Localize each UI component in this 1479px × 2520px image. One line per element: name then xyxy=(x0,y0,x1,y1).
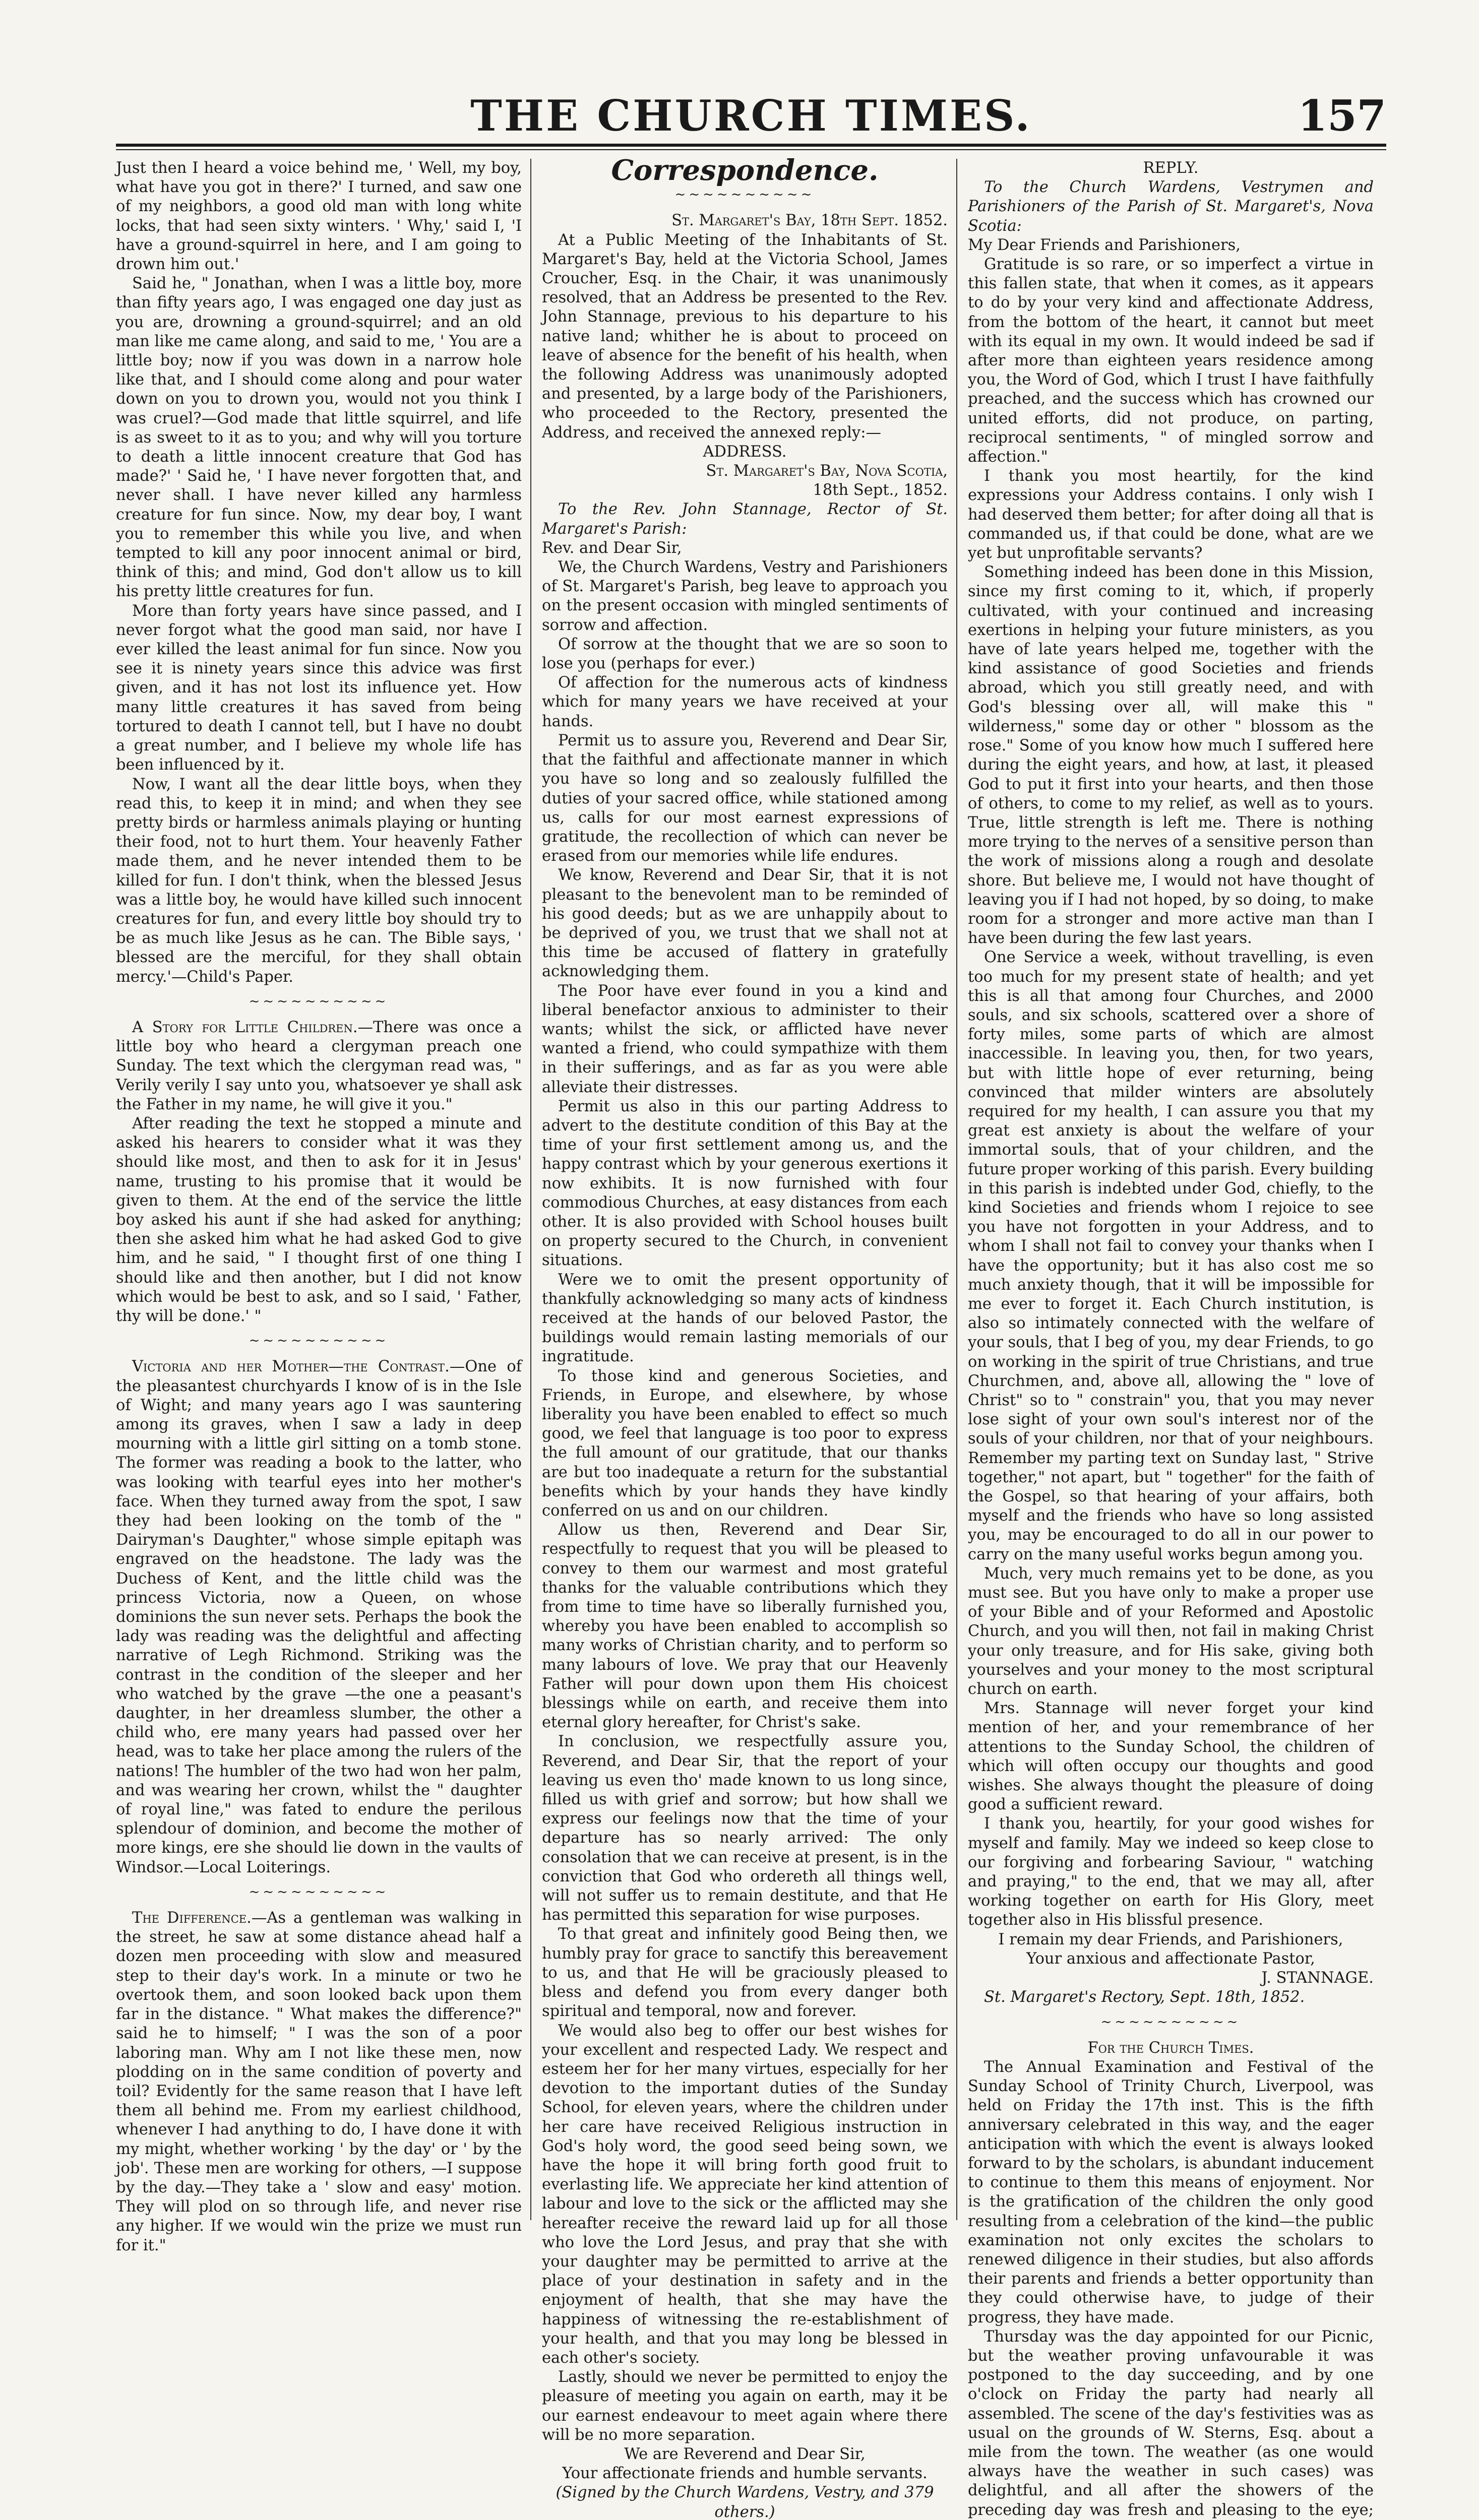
paragraph: Permit us also in this our parting Address to advert to the destitute condition of this Bay at the time of your first settlement among us, and the happy contrast which by your generous exertions it now exhibits. It is now furnished with four commodious Churches, at easy distances from each other. It is also provided with School houses built on property secured to the Church, in convenient situations. xyxy=(542,1097,948,1270)
masthead-rule xyxy=(116,144,1386,147)
separator: ~~~~~~~~~~ xyxy=(1100,2014,1241,2030)
paragraph: Permit us to assure you, Reverend and Dear Sir, that the faithful and affectionate manner in which you have so long and so zealously fulfilled the duties of your sacred office, while stationed among us, calls for our most earnest expressions of gratitude, the recollection of which can never be erased from our memories while life endures. xyxy=(542,731,948,865)
paragraph: One Service a week, without travelling, is even too much for my present state of health; and yet this is all that among four Churches, and 2000 souls, and six schools, scattered over a shore of forty miles, some parts of which are almost inaccessible. In leaving you, then, for two years, but with little hope of ever returning, being convinced that milder winters are absolutely required for my health, I can assure you that my great est anxiety is about the welfare of your immortal souls, that of your children, and the future proper working of this parish. Every building in this parish is indebted under God, chiefly, to the kind Societies and friends whom I rejoice to see you have not forgotten in your Address, and to whom I shall not fail to convey your thanks when I have the opportunity; but it has also cost me so much anxiety though, that it will be impossible for me ever to forget it. Each Church institution, is also so intimately connected with the welfare of your souls, that I beg of you, my dear Friends, to go on working in the spirit of true Christians, and true Churchmen, and, above all, allowing the " love of Christ" so to " constrain" you, that you may never lose sight of your own soul's interest nor of the souls of your children, nor that of your neighbours. Remember my parting text on Sunday last, " Strive together," not apart, but " together" for the faith of the Gospel, so that hearing of your affairs, both myself and the friends who have so long assisted you, may be encouraged to do all in our power to carry on the many useful works begun among you. xyxy=(968,949,1374,1563)
paragraph: The Annual Examination and Festival of the Sunday School of Trinity Church, Liverpool, was held on Friday the 17th inst. This is the fifth anniversary celebrated in this way, and the eager anticipation with which the event is always looked forward to by the scholars, is abundant inducement to continue to them this means of enjoyment. Nor is the gratification of the children the only good resulting from a celebration of the kind—the public examination not only excites the scholars to renewed diligence in their studies, but also affords their parents and friends a better opportunity than they could otherwise have, to judge of their progress, they have made. xyxy=(968,2058,1374,2326)
paragraph: To that great and infinitely good Being then, we humbly pray for grace to sanctify this bereavement to us, and that He will be graciously pleased to bless and defend you from every danger both spiritual and temporal, now and forever. xyxy=(542,1925,948,2021)
paragraph: The Poor have ever found in you a kind and liberal benefactor anxious to administer to their wants; whilst the sick, or afflicted have never wanted a friend, who could sympathize with them in their sufferings, and as far as you were able alleviate their distresses. xyxy=(542,982,948,1096)
separator: ~~~~~~~~~~ xyxy=(249,993,389,1009)
article-heading: The Difference. xyxy=(132,1909,252,1927)
column-divider xyxy=(956,159,957,2220)
paragraph: Something indeed has been done in this Mission, since my first coming to it, which, if properly cultivated, with your continued and increasing exertions in helping your future ministers, as you have of late years helped me, together with the kind assistance of good Societies and friends abroad, which you still greatly need, and with God's blessing over all, will make this " wilderness," some day or other " blossom as the rose." Some of you know how much I suffered here during the eight years, and how, at last, it pleased God to put it first into your hearts, and then those of others, to come to my relief, as well as to yours. True, little strength is left me. There is nothing more trying to the nerves of a sensitive person than the work of missions along a rough and desolate shore. But believe me, I would not have thought of leaving you if I had not hoped, by so doing, to make room for a stronger and more active man than I have been during the few last years. xyxy=(968,563,1374,948)
section-heading: Correspondence. xyxy=(611,154,879,187)
paragraph: Lastly, should we never be permitted to enjoy the pleasure of meeting you again on earth, may it be our earnest endeavour to meet again where there will be no more separation. xyxy=(542,2368,948,2444)
separator: ~~~~~~~~~~ xyxy=(674,187,815,203)
address-heading: ADDRESS. xyxy=(703,443,787,461)
salutation: Rev. and Dear Sir, xyxy=(542,539,682,557)
article-text: —As a gentleman was walking in the street, he saw at some distance ahead half a dozen men proceeding with slow and measured step to their day's work. In a minute or two he overtook them, and soon looked back upon them far in the distance. " What makes the difference?" said he to himself; " I was the son of a poor laboring man. Why am I not like these men, now plodding on in the same condition of poverty and toil? Evidently for the same reason that I have left them all behind me. From my earliest childhood, whenever I had anything to do, I have done it with my might, whether working ' by the day' or ' by the job'. These men are working for others, —I suppose by the day.—They take a ' slow and easy' motion. They will plod on so through life, and never rise any higher. If we would win the prize we must run for it." xyxy=(116,1909,522,2254)
paragraph: Just then I heard a voice behind me, ' Well, my boy, what have you got in there?' I turned, and saw one of my neighbors, a good old man with long white locks, that had seen sixty winters. ' Why,' said I, 'I have a ground-squirrel in here, and I am going to drown him out.' xyxy=(116,159,522,274)
page-number: 157 xyxy=(1298,91,1386,141)
article-story-little-children xyxy=(116,1018,522,1114)
paragraph: At a Public Meeting of the Inhabitants of St. Margaret's Bay, held at the Victoria School, James Croucher, Esq. in the Chair, it was unanimously resolved, that an Address be presented to the Rev. John Stannage, previous to his departure to his native land; whither he is about to proceed on leave of absence for the benefit of his health, when the following Address was unanimously adopted and presented, by a large body of the Parishioners, who proceeded to the Rectory, presented the Address, and received the annexed reply:— xyxy=(542,231,948,442)
paragraph: Allow us then, Reverend and Dear Sir, respectfully to request that you will be pleased to convey to them our warmest and most grateful thanks for the valuable contributions which they from time to time have so liberally furnished you, whereby you have been enabled to accomplish so many works of Christian charity, and to perform so many labours of love. We pray that our Heavenly Father will pour down upon them His choicest blessings while on earth, and receive them into eternal glory hereafter, for Christ's sake. xyxy=(542,1521,948,1732)
closing: Your anxious and affectionate Pastor, xyxy=(1026,1949,1315,1968)
reply-recipient: To the Church Wardens, Vestrymen and Parishioners of the Parish of St. Margaret's, Nova Scotia: xyxy=(968,178,1374,235)
paragraph: Were we to omit the present opportunity of thankfully acknowledging so many acts of kindness received at the hands of our beloved Pastor, the buildings would remain lasting memorials of our ingratitude. xyxy=(542,1271,948,1366)
paragraph: We know, Reverend and Dear Sir, that it is not pleasant to the benevolent man to be reminded of his good deeds; but as we are unhappily about to be deprived of you, we trust that we shall not at this time be accused of flattery in gratefully acknowledging them. xyxy=(542,866,948,981)
masthead-rule-thin xyxy=(116,149,1386,150)
paragraph: Of affection for the numerous acts of kindness which for many years we have received at your hands. xyxy=(542,674,948,730)
column-divider xyxy=(530,159,531,2220)
paragraph: Gratitude is so rare, or so imperfect a virtue in this fallen state, that when it comes, as it appears to do by your very kind and affectionate Address, from the bottom of the heart, it cannot but meet with its equal in my own. It would indeed be sad if after more than eighteen years residence among you, the Word of God, which I trust I have faithfully preached, and the success which has crowned our united efforts, did not produce, on parting, reciprocal sentiments, " of mingled sorrow and affection." xyxy=(968,256,1374,466)
paragraph: Mrs. Stannage will never forget your kind mention of her, and your remembrance of her attentions to the Sunday School, the children of which will often occupy our thoughts and good wishes. She always thought the pleasure of doing good a sufficient reward. xyxy=(968,1699,1374,1814)
separator: ~~~~~~~~~~ xyxy=(249,1884,389,1900)
signature: J. STANNAGE. xyxy=(1261,1969,1374,1987)
article-text: —There was once a little boy who heard a clergyman preach one Sunday. The text which the clergyman read was, " Verily verily I say unto you, whatsoever ye shall ask the Father in my name, he will give it you." xyxy=(116,1018,522,1113)
reply-heading: REPLY. xyxy=(1143,159,1199,177)
signature-place: St. Margaret's Rectory, Sept. 18th, 1852. xyxy=(984,1988,1305,2006)
paragraph: I thank you most heartily, for the kind expressions your Address contains. I only wish I had deserved them better; for after doing all that is commanded us, if that could be done, what are we yet but unprofitable servants? xyxy=(968,467,1374,562)
article-victoria xyxy=(116,1357,522,1877)
paragraph: Much, very much remains yet to be done, as you must see. But you have only to make a proper use of your Bible and of your Reformed and Apostolic Church, and you will then, not fail in making Christ your only treasure, and for His sake, giving both yourselves and your money to the most scriptural church on earth. xyxy=(968,1564,1374,1698)
closing: I remain my dear Friends, and Parishioners, xyxy=(998,1930,1343,1948)
article-heading: A Story for Little Children. xyxy=(132,1018,358,1036)
paragraph: Now, I want all the dear little boys, when they read this, to keep it in mind; and when they see pretty birds or harmless animals playing or hunting their food, not to hurt them. Your heavenly Father made them, and he never intended them to be killed for fun. I don't think, when the blessed Jesus was a little boy, he would have killed such innocent creatures for fun, and every little boy should try to be as much like Jesus as he can. The Bible says, ' blessed are the merciful, for they shall obtain mercy.'—Child's Paper. xyxy=(116,775,522,986)
paragraph: We would also beg to offer our best wishes for your excellent and respected Lady. We respect and esteem her for her many virtues, especially for her devotion to the important duties of the Sunday School, for eleven years, where the children under her care have received Religious instruction in God's holy word, the good seed being sown, we have the hope it will bring forth good fruit to everlasting life. We appreciate her kind attention of labour and love to the sick or the afflicted may she hereafter receive the reward laid up for all those who love the Lord Jesus, and pray that she with your daughter may be permitted to arrive at the place of your destination in safety and in the enjoyment of health, that she may have the happiness of witnessing the re-establishment of your health, and that you may long be blessed in each other's society. xyxy=(542,2022,948,2367)
article-text: —One of the pleasantest churchyards I know of is in the Isle of Wight; and many years ago I was sauntering among its graves, when I saw a lady in deep mourning with a little girl sitting on a tomb stone. The former was reading a book to the latter, who was looking with tearful eyes into her mother's face. When they turned away from the spot, I saw they had been looking on the tomb of the " Dairyman's Daughter," whose simple epitaph was engraved on the headstone. The lady was the Duchess of Kent, and the little child was the princess Victoria, now a Queen, on whose dominions the sun never sets. Perhaps the book the lady was reading was the delightful and affecting narrative of Legh Richmond. Striking was the contrast in the condition of the sleeper and her who watched by the grave —the one a peasant's daughter, in her dreamless slumber, the other a child who, ere many years had passed over her head, was to take her place among the rulers of the nations! The humbler of the two had won her palm, and was wearing her crown, whilst the " daughter of royal line," was fated to endure the perilous splendour of dominion, and become the mother of more kings, ere she should lie down in the vaults of Windsor.—Local Loiterings. xyxy=(116,1358,522,1876)
column-middle xyxy=(542,154,948,2520)
closing: We are Reverend and Dear Sir, xyxy=(624,2445,866,2463)
article-heading: Victoria and her Mother—the Contrast. xyxy=(132,1358,450,1376)
paragraph: To those kind and generous Societies, and Friends, in Europe, and elsewhere, by whose liberality you have been enabled to effect so much good, we feel that language is too poor to express the full amount of our gratitude, that our thanks are but too inadequate a return for the substantial benefits which by your hands they have kindly conferred on us and on our children. xyxy=(542,1367,948,1520)
closing: Your affectionate friends and humble servants. xyxy=(562,2465,928,2483)
paragraph: Thursday was the day appointed for our Picnic, but the weather proving unfavourable it was postponed to the day succeeding, and by one o'clock on Friday the party had nearly all assembled. The scene of the day's festivities was as usual on the grounds of W. Sterns, Esq. about a mile from the town. The weather (as one would always have the weather in such cases) was delightful, and all after the showers of the preceding day was fresh and pleasing to the eye; xyxy=(968,2327,1374,2519)
article-heading: For the Church Times. xyxy=(1087,2039,1254,2057)
masthead xyxy=(116,81,1386,141)
paragraph: Said he, " Jonathan, when I was a little boy, more than fifty years ago, I was engaged one day just as you are, drowning a ground-squirrel; and an old man like me came along, and said to me, ' You are a little boy; now if you was down in a narrow hole like that, and I should come along and pour water down on you to drown you, would not you think I was cruel?—God made that little squirrel, and life is as sweet to it as to you; and why will you torture to death a little innocent creature that God has made?' ' Said he, ' I have never forgotten that, and never shall. I have never killed any harmless creature for fun since. Now, my dear boy, I want you to remember this while you live, and when tempted to kill any poor innocent animal or bird, think of this; and mind, God don't allow us to kill his pretty little creatures for fun. xyxy=(116,275,522,601)
newspaper-title: THE CHURCH TIMES. xyxy=(470,91,1032,141)
column-right xyxy=(968,159,1374,2519)
column-left xyxy=(116,159,522,2254)
paragraph: We, the Church Wardens, Vestry and Parishioners of St. Margaret's Parish, beg leave to approach you on the present occasion with mingled sentiments of sorrow and affection. xyxy=(542,558,948,634)
article-difference xyxy=(116,1909,522,2255)
address-recipient: To the Rev. John Stannage, Rector of St. Margaret's Parish: xyxy=(542,500,948,538)
salutation: My Dear Friends and Parishioners, xyxy=(968,236,1241,254)
paragraph: After reading the text he stopped a minute and asked his hearers to consider what it was they should like most, and then to ask for it in Jesus' name, trusting to his promise that it would be given to them. At the end of the service the little boy asked his aunt if she had asked for anything; then she asked him what he had asked God to give him, and he said, " I thought first of one thing I should like and then another, but I did not know which would be best to ask, and so I said, ' Father, thy will be done.' " xyxy=(116,1114,522,1325)
address-date: 18th Sept., 1852. xyxy=(813,481,948,499)
address-place: St. Margaret's Bay, Nova Scotia, xyxy=(706,462,948,480)
paragraph: I thank you, heartily, for your good wishes for myself and family. May we indeed so keep close to our forgiving and forbearing Saviour, " watching and praying," to the end, that we may all, after working together on earth for His Glory, meet together also in His blissful presence. xyxy=(968,1815,1374,1929)
paragraph: Of sorrow at the thought that we are so soon to lose you (perhaps for ever.) xyxy=(542,635,948,673)
paragraph: In conclusion, we respectfully assure you, Reverend, and Dear Sir, that the report of your leaving us even tho' made known to us long since, filled us with grief and sorrow; but how shall we express our feelings now that the time of your departure has so nearly arrived: The only consolation that we can receive at present, is in the conviction that God who ordereth all things well, will not suffer us to remain destitute, and that He has permitted this separation for wise purposes. xyxy=(542,1733,948,1924)
dateline: St. Margaret's Bay, 18th Sept. 1852. xyxy=(671,212,948,230)
separator: ~~~~~~~~~~ xyxy=(249,1333,389,1349)
paragraph: More than forty years have since passed, and I never forgot what the good man said, nor have I ever killed the least animal for fun since. Now you see it is ninety years since this advice was first given, and it has not lost its influence yet. How many little creatures it has saved from being tortured to death I cannot tell, but I have no doubt a great number, and I believe my whole life has been influenced by it. xyxy=(116,602,522,774)
signature: (Signed by the Church Wardens, Vestry, and 379 others.) xyxy=(556,2484,934,2520)
